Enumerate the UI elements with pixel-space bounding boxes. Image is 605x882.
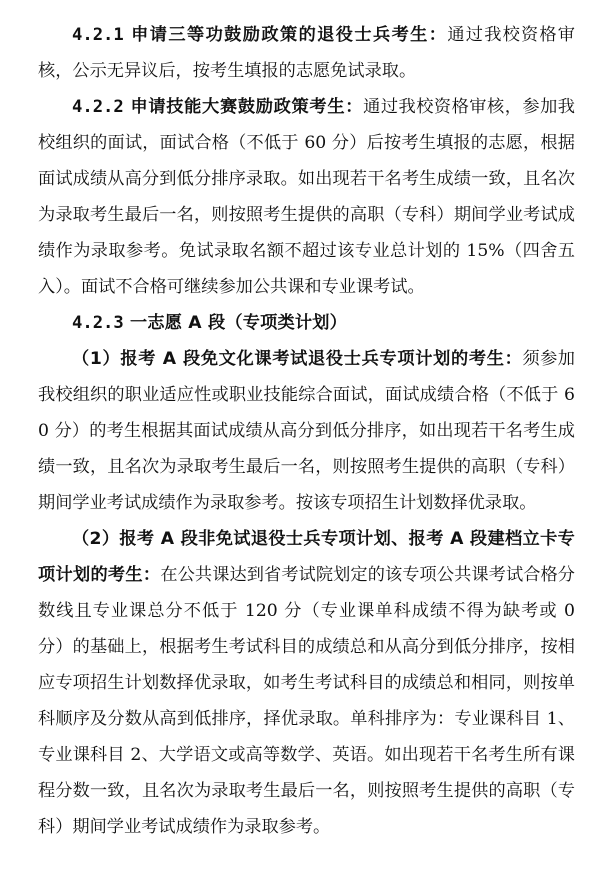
section-body: 通过我校资格审核，参加我校组织的面试，面试合格（不低于 60 分）后按考生填报的志愿，根据面试成绩从高分到低分排序录取。如出现若干名考生成绩一致，且名次为录取考生最后一名，则按照考生提供的高职（专科）期间学业考试成绩作为录取参考。免试录取名额不超过该专业总计划的 15%（四舍五入）。面试不合格可继续参加公共课和专业课考试。: [38, 97, 575, 297]
section-heading-text: 一志愿 A 段（专项类计划）: [129, 313, 348, 333]
item-1: [38, 341, 575, 521]
item-body: 须参加我校组织的职业适应性或职业技能综合面试，面试成绩合格（不低于 60 分）的考生根据其面试成绩从高分到低分排序，如出现若干名考生成绩一致，且名次为录取考生最后一名，则按照考生提供的高职（专科）期间学业考试成绩作为录取参考。按该专项招生计划数择优录取。: [38, 349, 575, 513]
section-body: 通过我校资格审核，公示无异议后，按考生填报的志愿免试录取。: [38, 25, 575, 81]
section-4-2-3: [38, 305, 575, 341]
section-number: 4.2.1: [72, 25, 124, 45]
item-heading: （1）报考 A 段免文化课考试退役士兵专项计划的考生：: [72, 349, 523, 369]
item-heading: （2）报考 A 段非免试退役士兵专项计划、报考 A 段建档立卡专项计划的考生：: [38, 529, 575, 585]
item-body: 在公共课达到省考试院划定的该专项公共课考试合格分数线且专业课总分不低于 120 分（专业课单科成绩不得为缺考或 0 分）的基础上，根据考生考试科目的成绩总和从高分到低分排序，按相应专项招生计划数择优录取，如考生考试科目的成绩总和相同，则按单科顺序及分数从高到低排序，择优录取。单科排序为：专业课科目 1、专业课科目 2、大学语文或高等数学、英语。如出现若干名考生所有课程分数一致，且名次为录取考生最后一名，则按照考生提供的高职（专科）期间学业考试成绩作为录取参考。: [38, 565, 575, 837]
section-4-2-2: [38, 89, 575, 305]
section-heading-text: 申请技能大赛鼓励政策考生：: [130, 97, 364, 117]
section-4-2-1: [38, 17, 575, 89]
section-number: 4.2.3: [72, 313, 124, 333]
section-heading-text: 申请三等功鼓励政策的退役士兵考生：: [131, 25, 448, 45]
section-number: 4.2.2: [72, 97, 124, 117]
item-2: [38, 521, 575, 845]
